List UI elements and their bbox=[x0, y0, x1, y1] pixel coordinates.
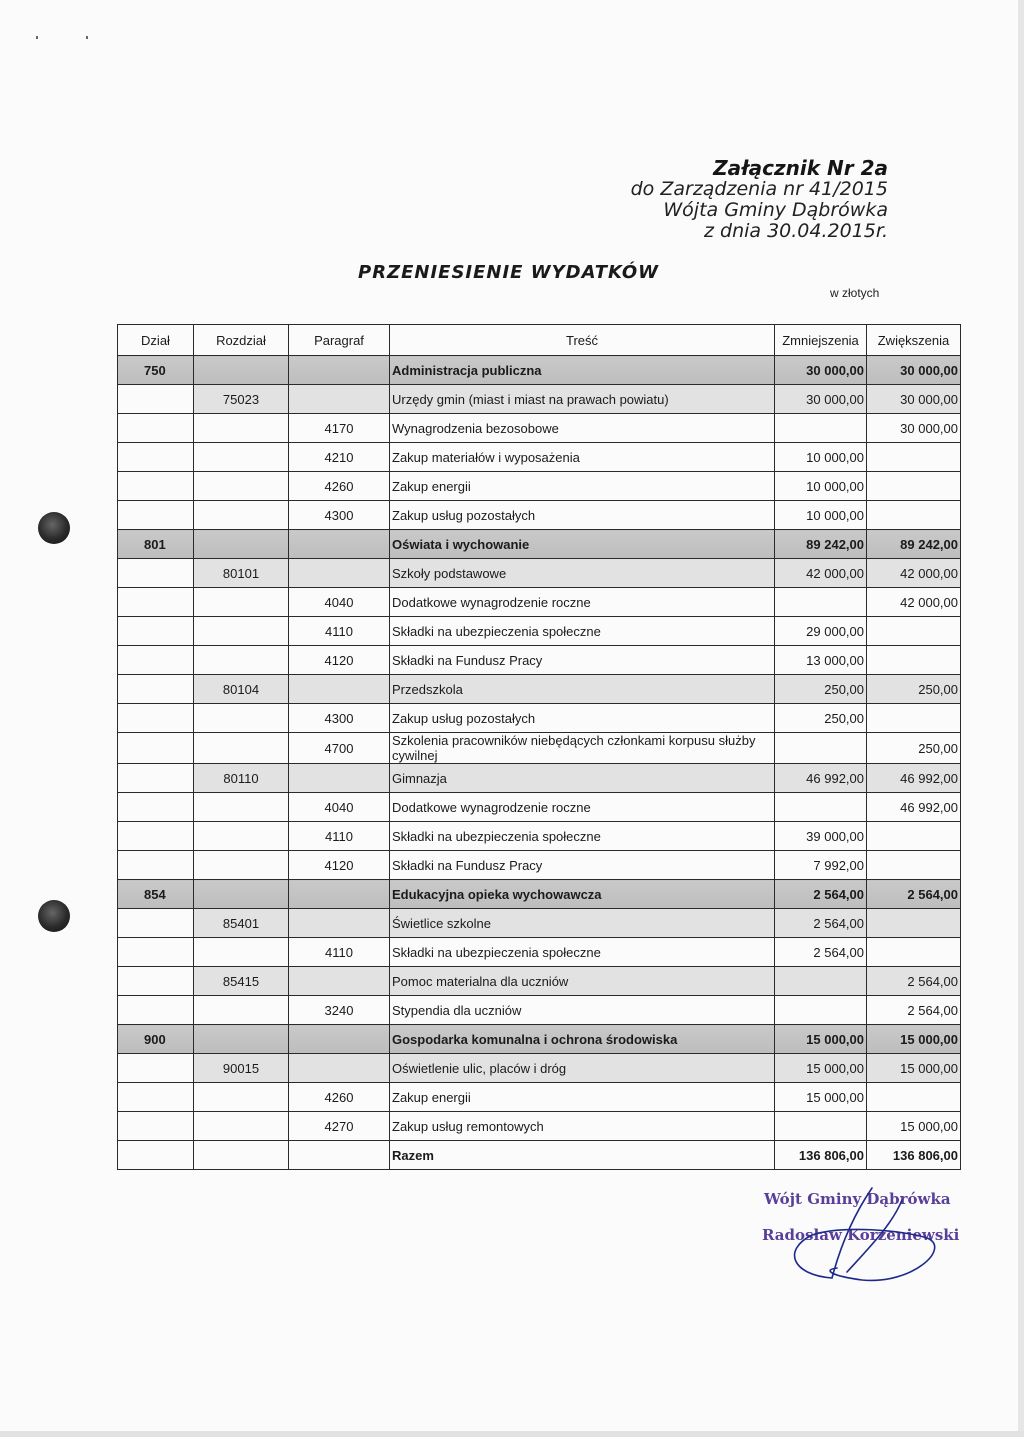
cell-zmniejszenia: 7 992,00 bbox=[775, 851, 867, 880]
table-row bbox=[118, 793, 961, 822]
cell-zwiekszenia: 30 000,00 bbox=[867, 385, 961, 414]
cell-zwiekszenia bbox=[867, 909, 961, 938]
cell-tresc: Zakup usług pozostałych bbox=[390, 704, 775, 733]
cell-dzial bbox=[118, 793, 194, 822]
cell-tresc: Szkoły podstawowe bbox=[390, 559, 775, 588]
cell-tresc: Składki na ubezpieczenia społeczne bbox=[390, 938, 775, 967]
cell-paragraf: 4170 bbox=[289, 414, 390, 443]
annex-date: z dnia 30.04.2015r. bbox=[704, 220, 888, 242]
cell-tresc: Szkolenia pracowników niebędących członkami korpusu służby cywilnej bbox=[390, 733, 775, 764]
cell-zmniejszenia bbox=[775, 967, 867, 996]
cell-zwiekszenia: 46 992,00 bbox=[867, 764, 961, 793]
expenditure-transfer-table bbox=[117, 324, 961, 1170]
cell-paragraf: 4300 bbox=[289, 501, 390, 530]
cell-tresc: Zakup energii bbox=[390, 1083, 775, 1112]
table-header-row bbox=[118, 325, 961, 356]
cell-rozdzial bbox=[194, 1112, 289, 1141]
total-blank-dzial bbox=[118, 1141, 194, 1170]
cell-paragraf bbox=[289, 1025, 390, 1054]
cell-paragraf: 4040 bbox=[289, 793, 390, 822]
cell-zmniejszenia: 29 000,00 bbox=[775, 617, 867, 646]
cell-tresc: Składki na Fundusz Pracy bbox=[390, 646, 775, 675]
cell-dzial bbox=[118, 733, 194, 764]
cell-paragraf: 4300 bbox=[289, 704, 390, 733]
cell-paragraf bbox=[289, 1054, 390, 1083]
cell-tresc: Składki na ubezpieczenia społeczne bbox=[390, 822, 775, 851]
cell-zmniejszenia: 10 000,00 bbox=[775, 443, 867, 472]
cell-zwiekszenia: 250,00 bbox=[867, 675, 961, 704]
cell-zmniejszenia: 42 000,00 bbox=[775, 559, 867, 588]
cell-rozdzial bbox=[194, 472, 289, 501]
cell-zmniejszenia bbox=[775, 996, 867, 1025]
cell-dzial bbox=[118, 704, 194, 733]
header-dzial: Dział bbox=[118, 325, 194, 356]
cell-rozdzial bbox=[194, 588, 289, 617]
cell-rozdzial bbox=[194, 1025, 289, 1054]
cell-zwiekszenia: 2 564,00 bbox=[867, 996, 961, 1025]
table-section-row bbox=[118, 530, 961, 559]
cell-paragraf bbox=[289, 880, 390, 909]
cell-dzial bbox=[118, 996, 194, 1025]
cell-paragraf: 4110 bbox=[289, 938, 390, 967]
cell-zwiekszenia bbox=[867, 704, 961, 733]
cell-rozdzial: 80104 bbox=[194, 675, 289, 704]
cell-paragraf bbox=[289, 909, 390, 938]
table-row bbox=[118, 1112, 961, 1141]
cell-zmniejszenia: 15 000,00 bbox=[775, 1083, 867, 1112]
cell-zmniejszenia: 89 242,00 bbox=[775, 530, 867, 559]
scan-speck bbox=[36, 36, 38, 39]
cell-zwiekszenia bbox=[867, 443, 961, 472]
cell-zwiekszenia bbox=[867, 646, 961, 675]
cell-tresc: Stypendia dla uczniów bbox=[390, 996, 775, 1025]
total-label: Razem bbox=[390, 1141, 775, 1170]
page-edge-shadow-bottom bbox=[0, 1431, 1024, 1437]
cell-zwiekszenia: 46 992,00 bbox=[867, 793, 961, 822]
cell-zmniejszenia: 10 000,00 bbox=[775, 501, 867, 530]
cell-paragraf: 4260 bbox=[289, 472, 390, 501]
cell-tresc: Gimnazja bbox=[390, 764, 775, 793]
table-section-row bbox=[118, 1025, 961, 1054]
cell-paragraf: 4260 bbox=[289, 1083, 390, 1112]
cell-zmniejszenia: 250,00 bbox=[775, 704, 867, 733]
cell-tresc: Gospodarka komunalna i ochrona środowiska bbox=[390, 1025, 775, 1054]
table-row bbox=[118, 733, 961, 764]
table-chapter-row bbox=[118, 385, 961, 414]
cell-tresc: Zakup usług pozostałych bbox=[390, 501, 775, 530]
cell-tresc: Składki na ubezpieczenia społeczne bbox=[390, 617, 775, 646]
cell-dzial bbox=[118, 385, 194, 414]
cell-rozdzial bbox=[194, 851, 289, 880]
cell-rozdzial bbox=[194, 530, 289, 559]
cell-tresc: Edukacyjna opieka wychowawcza bbox=[390, 880, 775, 909]
stamp-name: Radosław Korzeniewski bbox=[762, 1226, 960, 1244]
cell-tresc: Zakup usług remontowych bbox=[390, 1112, 775, 1141]
cell-zmniejszenia: 30 000,00 bbox=[775, 356, 867, 385]
table-section-row bbox=[118, 356, 961, 385]
cell-tresc: Składki na Fundusz Pracy bbox=[390, 851, 775, 880]
cell-tresc: Zakup energii bbox=[390, 472, 775, 501]
cell-dzial bbox=[118, 617, 194, 646]
cell-zmniejszenia bbox=[775, 414, 867, 443]
cell-rozdzial bbox=[194, 938, 289, 967]
table-row bbox=[118, 414, 961, 443]
cell-paragraf bbox=[289, 385, 390, 414]
cell-zwiekszenia: 15 000,00 bbox=[867, 1054, 961, 1083]
table-row bbox=[118, 851, 961, 880]
cell-dzial bbox=[118, 588, 194, 617]
cell-dzial bbox=[118, 559, 194, 588]
annex-title: Załącznik Nr 2a bbox=[713, 156, 888, 180]
cell-dzial bbox=[118, 675, 194, 704]
page-edge-shadow bbox=[1018, 0, 1024, 1437]
cell-tresc: Pomoc materialna dla uczniów bbox=[390, 967, 775, 996]
scan-speck bbox=[86, 36, 88, 39]
table-row bbox=[118, 938, 961, 967]
cell-zmniejszenia: 2 564,00 bbox=[775, 938, 867, 967]
cell-tresc: Oświata i wychowanie bbox=[390, 530, 775, 559]
cell-paragraf: 4120 bbox=[289, 851, 390, 880]
cell-rozdzial: 80110 bbox=[194, 764, 289, 793]
cell-paragraf bbox=[289, 967, 390, 996]
table-chapter-row bbox=[118, 559, 961, 588]
cell-zwiekszenia: 15 000,00 bbox=[867, 1112, 961, 1141]
cell-tresc: Przedszkola bbox=[390, 675, 775, 704]
cell-rozdzial bbox=[194, 996, 289, 1025]
cell-zmniejszenia: 2 564,00 bbox=[775, 880, 867, 909]
stamp-title: Wójt Gminy Dąbrówka bbox=[764, 1190, 951, 1208]
cell-zwiekszenia bbox=[867, 617, 961, 646]
cell-dzial: 801 bbox=[118, 530, 194, 559]
header-zmniejszenia: Zmniejszenia bbox=[775, 325, 867, 356]
cell-zmniejszenia: 15 000,00 bbox=[775, 1054, 867, 1083]
cell-tresc: Urzędy gmin (miast i miast na prawach powiatu) bbox=[390, 385, 775, 414]
cell-paragraf: 4210 bbox=[289, 443, 390, 472]
cell-tresc: Oświetlenie ulic, placów i dróg bbox=[390, 1054, 775, 1083]
cell-zmniejszenia bbox=[775, 1112, 867, 1141]
cell-zwiekszenia: 42 000,00 bbox=[867, 588, 961, 617]
annex-authority: Wójta Gminy Dąbrówka bbox=[663, 199, 888, 221]
cell-dzial: 854 bbox=[118, 880, 194, 909]
cell-paragraf: 4120 bbox=[289, 646, 390, 675]
cell-paragraf: 4110 bbox=[289, 617, 390, 646]
annex-ordinance: do Zarządzenia nr 41/2015 bbox=[630, 178, 888, 200]
cell-zmniejszenia: 10 000,00 bbox=[775, 472, 867, 501]
header-rozdzial: Rozdział bbox=[194, 325, 289, 356]
cell-zwiekszenia bbox=[867, 822, 961, 851]
cell-rozdzial: 85415 bbox=[194, 967, 289, 996]
cell-tresc: Administracja publiczna bbox=[390, 356, 775, 385]
cell-zmniejszenia: 2 564,00 bbox=[775, 909, 867, 938]
cell-zwiekszenia: 15 000,00 bbox=[867, 1025, 961, 1054]
cell-paragraf bbox=[289, 356, 390, 385]
cell-rozdzial bbox=[194, 880, 289, 909]
handwritten-signature bbox=[752, 1180, 972, 1290]
table-row bbox=[118, 588, 961, 617]
document-title: PRZENIESIENIE WYDATKÓW bbox=[358, 262, 660, 283]
cell-tresc: Zakup materiałów i wyposażenia bbox=[390, 443, 775, 472]
cell-paragraf bbox=[289, 559, 390, 588]
cell-zwiekszenia bbox=[867, 472, 961, 501]
cell-zwiekszenia bbox=[867, 851, 961, 880]
table-chapter-row bbox=[118, 909, 961, 938]
cell-dzial bbox=[118, 764, 194, 793]
cell-dzial bbox=[118, 938, 194, 967]
cell-dzial bbox=[118, 646, 194, 675]
cell-tresc: Dodatkowe wynagrodzenie roczne bbox=[390, 793, 775, 822]
cell-zmniejszenia: 250,00 bbox=[775, 675, 867, 704]
cell-paragraf bbox=[289, 530, 390, 559]
total-zmniejszenia: 136 806,00 bbox=[775, 1141, 867, 1170]
cell-dzial bbox=[118, 472, 194, 501]
cell-paragraf: 4700 bbox=[289, 733, 390, 764]
cell-paragraf bbox=[289, 764, 390, 793]
cell-rozdzial: 90015 bbox=[194, 1054, 289, 1083]
cell-rozdzial bbox=[194, 733, 289, 764]
cell-dzial bbox=[118, 1112, 194, 1141]
cell-zwiekszenia: 30 000,00 bbox=[867, 356, 961, 385]
total-blank-paragraf bbox=[289, 1141, 390, 1170]
cell-rozdzial bbox=[194, 1083, 289, 1112]
table-chapter-row bbox=[118, 1054, 961, 1083]
cell-rozdzial bbox=[194, 704, 289, 733]
cell-rozdzial bbox=[194, 822, 289, 851]
table-row bbox=[118, 617, 961, 646]
cell-zmniejszenia bbox=[775, 733, 867, 764]
table-row bbox=[118, 443, 961, 472]
total-blank-rozdzial bbox=[194, 1141, 289, 1170]
currency-unit-note: w złotych bbox=[830, 286, 880, 300]
cell-dzial bbox=[118, 501, 194, 530]
table-row bbox=[118, 472, 961, 501]
cell-dzial bbox=[118, 967, 194, 996]
cell-rozdzial bbox=[194, 443, 289, 472]
cell-zwiekszenia: 30 000,00 bbox=[867, 414, 961, 443]
cell-rozdzial bbox=[194, 617, 289, 646]
cell-dzial bbox=[118, 1083, 194, 1112]
table-chapter-row bbox=[118, 967, 961, 996]
cell-zwiekszenia bbox=[867, 938, 961, 967]
cell-dzial bbox=[118, 414, 194, 443]
cell-zwiekszenia bbox=[867, 501, 961, 530]
cell-dzial bbox=[118, 1054, 194, 1083]
cell-tresc: Wynagrodzenia bezosobowe bbox=[390, 414, 775, 443]
cell-zwiekszenia: 2 564,00 bbox=[867, 880, 961, 909]
annex-header bbox=[631, 158, 888, 242]
punch-hole bbox=[38, 512, 70, 544]
cell-dzial bbox=[118, 443, 194, 472]
total-zwiekszenia: 136 806,00 bbox=[867, 1141, 961, 1170]
cell-zwiekszenia: 89 242,00 bbox=[867, 530, 961, 559]
cell-rozdzial bbox=[194, 793, 289, 822]
cell-dzial bbox=[118, 822, 194, 851]
official-stamp-signature bbox=[752, 1180, 972, 1290]
cell-zmniejszenia: 46 992,00 bbox=[775, 764, 867, 793]
cell-rozdzial: 80101 bbox=[194, 559, 289, 588]
cell-paragraf: 4270 bbox=[289, 1112, 390, 1141]
table-chapter-row bbox=[118, 675, 961, 704]
table-row bbox=[118, 1083, 961, 1112]
cell-zwiekszenia: 2 564,00 bbox=[867, 967, 961, 996]
cell-zmniejszenia: 15 000,00 bbox=[775, 1025, 867, 1054]
cell-dzial bbox=[118, 909, 194, 938]
cell-paragraf: 3240 bbox=[289, 996, 390, 1025]
table-row bbox=[118, 501, 961, 530]
cell-rozdzial bbox=[194, 646, 289, 675]
cell-dzial bbox=[118, 851, 194, 880]
cell-zmniejszenia bbox=[775, 588, 867, 617]
table-section-row bbox=[118, 880, 961, 909]
cell-rozdzial bbox=[194, 501, 289, 530]
cell-zwiekszenia: 250,00 bbox=[867, 733, 961, 764]
table-row bbox=[118, 704, 961, 733]
header-zwiekszenia: Zwiększenia bbox=[867, 325, 961, 356]
cell-rozdzial bbox=[194, 356, 289, 385]
cell-paragraf: 4110 bbox=[289, 822, 390, 851]
table-row bbox=[118, 996, 961, 1025]
cell-rozdzial: 85401 bbox=[194, 909, 289, 938]
cell-dzial: 900 bbox=[118, 1025, 194, 1054]
cell-paragraf bbox=[289, 675, 390, 704]
cell-rozdzial: 75023 bbox=[194, 385, 289, 414]
punch-hole bbox=[38, 900, 70, 932]
cell-paragraf: 4040 bbox=[289, 588, 390, 617]
cell-tresc: Świetlice szkolne bbox=[390, 909, 775, 938]
table-chapter-row bbox=[118, 764, 961, 793]
table-row bbox=[118, 822, 961, 851]
cell-zwiekszenia bbox=[867, 1083, 961, 1112]
header-tresc: Treść bbox=[390, 325, 775, 356]
cell-zmniejszenia bbox=[775, 793, 867, 822]
cell-zmniejszenia: 39 000,00 bbox=[775, 822, 867, 851]
cell-tresc: Dodatkowe wynagrodzenie roczne bbox=[390, 588, 775, 617]
cell-zmniejszenia: 30 000,00 bbox=[775, 385, 867, 414]
table-total-row bbox=[118, 1141, 961, 1170]
table-row bbox=[118, 646, 961, 675]
cell-dzial: 750 bbox=[118, 356, 194, 385]
cell-rozdzial bbox=[194, 414, 289, 443]
header-paragraf: Paragraf bbox=[289, 325, 390, 356]
cell-zwiekszenia: 42 000,00 bbox=[867, 559, 961, 588]
cell-zmniejszenia: 13 000,00 bbox=[775, 646, 867, 675]
